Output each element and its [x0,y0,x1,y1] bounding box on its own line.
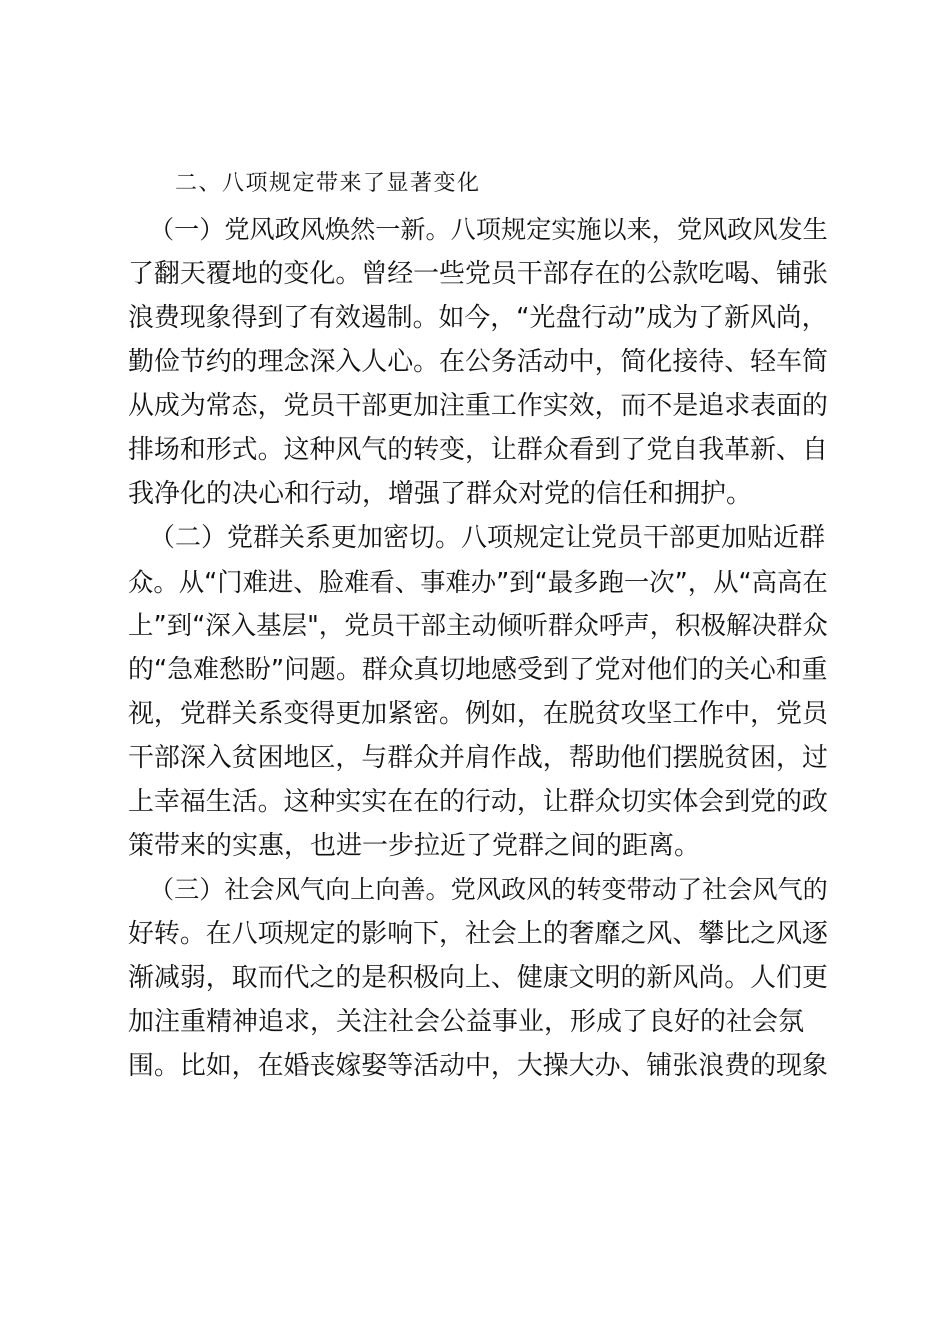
paragraph-line: 上”到“深入基层"，党员干部主动倾听群众呼声，积极解决群众 [128,611,828,641]
paragraph-line: 围。比如，在婚丧嫁娶等活动中，大操大办、铺张浪费的现象 [128,1051,828,1081]
paragraph-line: 的“急难愁盼”问题。群众真切地感受到了党对他们的关心和重 [128,655,828,685]
paragraph-line: 上幸福生活。这种实实在在的行动，让群众切实体会到党的政 [128,787,828,817]
document-body [128,170,828,1088]
paragraph-1 [128,208,828,516]
paragraph-line: 视，党群关系变得更加紧密。例如，在脱贫攻坚工作中，党员 [128,699,828,729]
paragraph-line: 了翻天覆地的变化。曾经一些党员干部存在的公款吃喝、铺张 [128,259,828,289]
paragraph-line: 好转。在八项规定的影响下，社会上的奢靡之风、攀比之风逐 [128,919,828,949]
paragraph-3 [128,868,828,1088]
paragraph-line: 加注重精神追求，关注社会公益事业，形成了良好的社会氛 [128,1007,805,1037]
paragraph-line: 排场和形式。这种风气的转变，让群众看到了党自我革新、自 [128,435,828,465]
paragraph-line: 策带来的实惠，也进一步拉近了党群之间的距离。 [128,831,701,861]
paragraph-line: 我净化的决心和行动，增强了群众对党的信任和拥护。 [128,479,753,509]
paragraph-line: 浪费现象得到了有效遏制。如今，“光盘行动”成为了新风尚， [128,303,828,333]
paragraph-line: 干部深入贫困地区，与群众并肩作战，帮助他们摆脱贫困，过 [128,743,828,773]
paragraph-line: （一）党风政风焕然一新。八项规定实施以来，党风政风发生 [149,215,828,244]
paragraph-line: 众。从“门难进、脸难看、事难办”到“最多跑一次”，从“高高在 [128,567,828,597]
paragraph-line: （二）党群关系更加密切。八项规定让党员干部更加贴近群 [149,523,826,553]
paragraph-line: （三）社会风气向上向善。党风政风的转变带动了社会风气的 [149,875,828,904]
paragraph-line: 勤俭节约的理念深入人心。在公务活动中，简化接待、轻车简 [128,347,828,377]
paragraph-line: 渐减弱，取而代之的是积极向上、健康文明的新风尚。人们更 [128,963,828,993]
paragraph-line: 从成为常态，党员干部更加注重工作实效，而不是追求表面的 [128,391,828,421]
paragraph-2 [128,516,828,868]
section-heading: 二、八项规定带来了显著变化 [175,171,481,196]
